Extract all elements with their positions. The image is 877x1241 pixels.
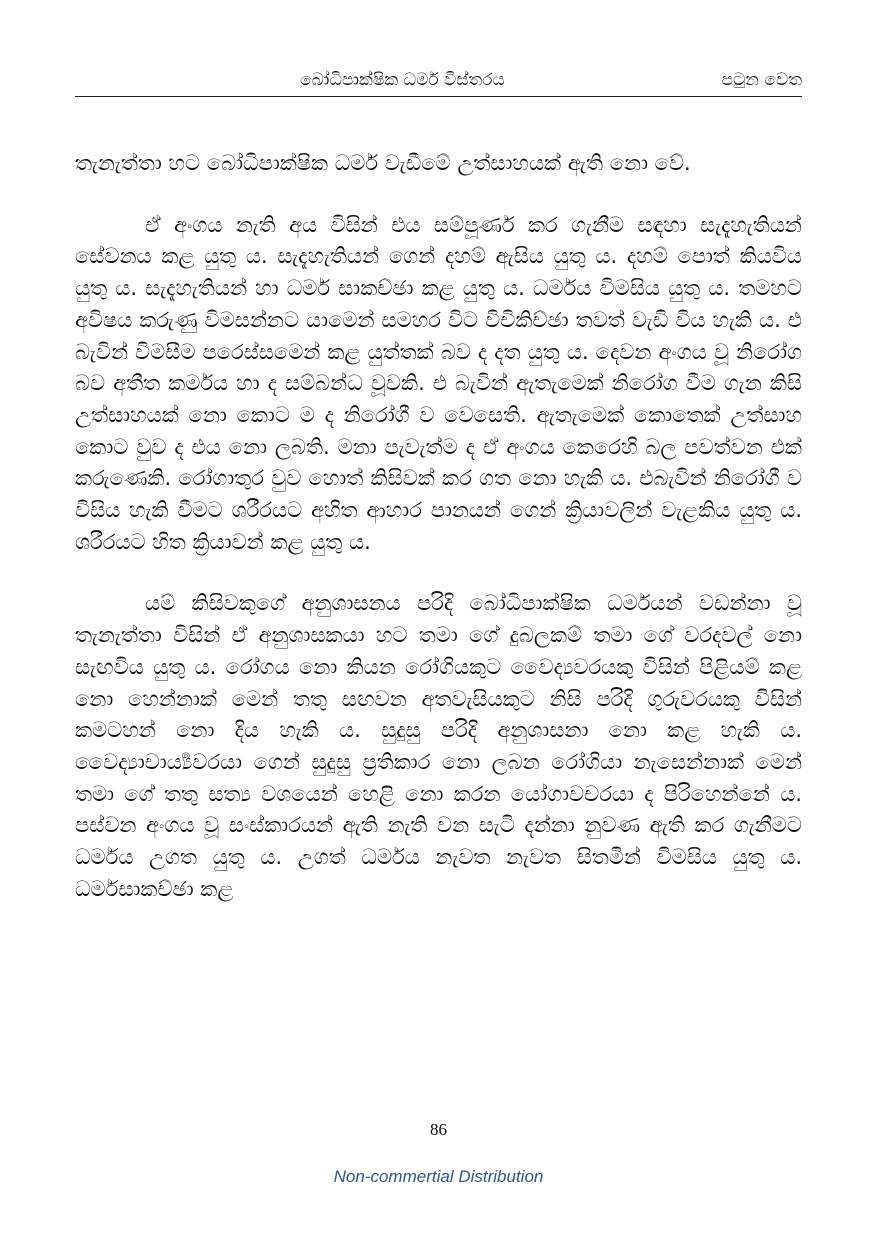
page-number: 86	[430, 1120, 447, 1139]
paragraph-3: යම් කිසිවකුගේ අනුශාසනය පරිදි බෝධිපාක්ෂික ධර්මයන් වඩන්නා වූ තැනැත්තා විසින් ඒ අනුශාසකයා හට තමා ගේ දුබලකම් තමා ගේ වරදවල් නො සැඟවිය යුතු ය. රෝගය නො කියන රෝගියකුට වෛද්‍යවරයකු විසින් පිළියම් කළ නො හෙන්නාක් මෙන් තතු සඟවන අතවැසියකුට නිසි පරිදි ගුරුවරයකු විසින් කමටහන් නො දිය හැකි ය. සුදුසු පරිදි අනුශාසනා නො කළ හැකි ය. වෛද්‍යාචාර්‍ය්‍යවරයා ගෙන් සුදුසු ප්‍රතිකාර නො ලබන රෝගියා නැසෙන්නාක් මෙන් තමා ගේ තතු සත්‍ය වශයෙන් හෙළි නො කරන යෝගාවචරයා ද පිරිහෙන්නේ ය. පස්වන අංගය වූ සංස්කාරයන් ඇති නැති වන සැටි දන්නා නුවණ ඇති කර ගැනීමට ධර්මය උගත යුතු ය. උගත් ධර්මය නැවත නැවත සිතමින් විමසිය යුතු ය. ධර්මසාකච්ඡා කළ	[75, 591, 802, 901]
header-divider	[75, 96, 802, 97]
paragraph-2: ඒ අංගය නැති අය විසින් එය සම්පූර්ණ කර ගැනීම සඳහා සැදැහැතියන් සේවනය කළ යුතු ය. සැදැහැතියන් ගෙන් දහම් ඇසිය යුතු ය. දහම් පොත් කියවිය යුතු ය. සැදැහැතියන් හා ධර්ම සාකච්ඡා කළ යුතු ය. ධර්මය විමසිය යුතු ය. තමහට අවිෂය කරුණු විමසන්නට යාමෙන් සමහර විට විචිකිච්ඡා තවත් වැඩි විය හැකි ය. එ බැවින් විමසීම පරෙස්සමෙන් කළ යුත්තක් බව ද දත යුතු ය. දෙවන අංගය වූ නිරෝග බව අතීත කර්මය හා ද සම්බන්ධ වූවකි. එ බැවින් ඇතැමෙක් නිරෝග වීම ගැන කිසි උත්සාහයක් නො කොට ම ද නිරෝගී ව වෙසෙති. ඇතැමෙක් කොතෙක් උත්සාහ කොට වුව ද එය නො ලබති. මනා පැවැත්ම ද ඒ අංගය කෙරෙහි බල පවත්වන එක් කරුණෙකි. රෝගාතුර වුව හොත් කිසිවක් කර ගත නො හැකි ය. එබැවින් නිරෝගී ව විසිය හැකි වීමට ශරීරයට අහිත ආහාර පානයන් ගෙන් ක්‍රියාවලින් වැළකිය යුතු ය. ශරීරයට හිත ක්‍රියාවන් කළ යුතු ය.	[75, 212, 802, 554]
running-header-title: බෝධිපාක්ෂික ධර්ම විස්තරය	[300, 70, 505, 90]
paragraph-1: තැනැත්තා හට බෝධිපාක්ෂික ධර්ම වැඩීමේ උත්සාහයක් ඇති නො වේ.	[75, 151, 691, 175]
table-of-contents-link[interactable]: පටුන වෙත	[721, 70, 802, 90]
body-text	[75, 148, 802, 935]
distribution-notice: Non-commertial Distribution	[333, 1167, 544, 1186]
